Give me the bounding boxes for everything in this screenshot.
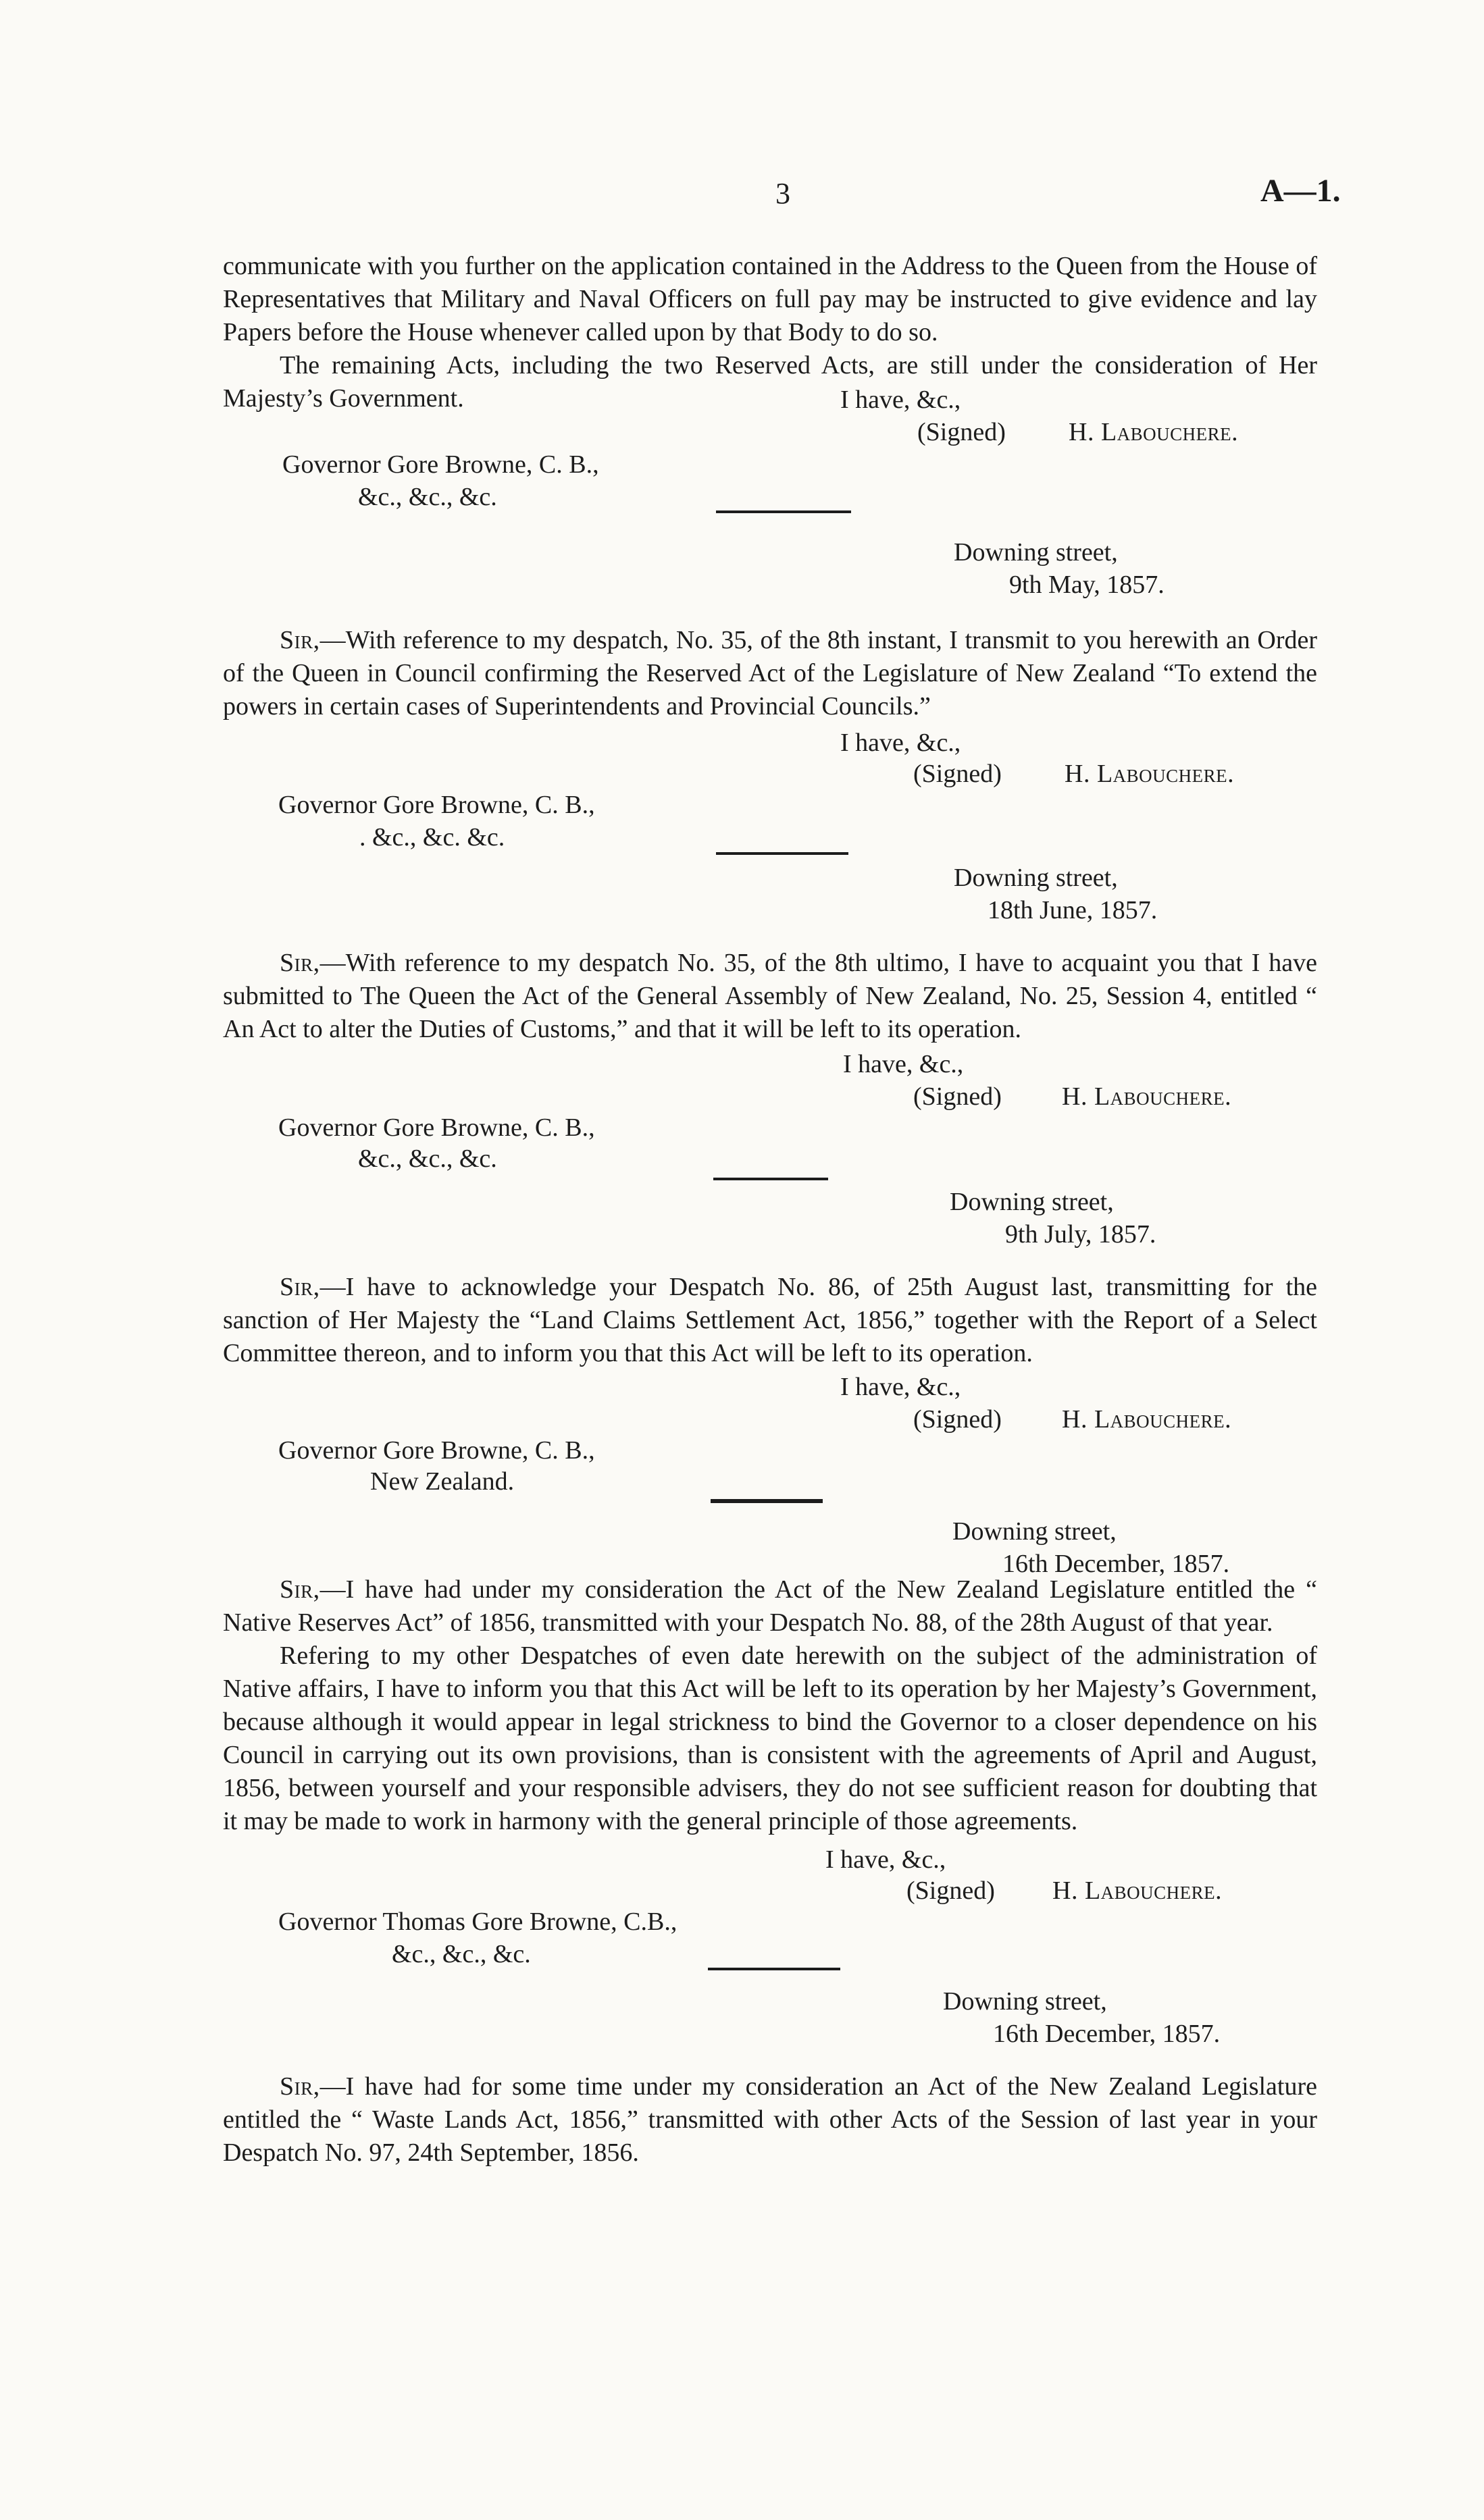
addressee-etc: . &c., &c. &c. [359,823,505,851]
dateline-place: Downing street, [943,1987,1107,2016]
addressee: Governor Gore Browne, C. B., [278,1436,595,1465]
signed-label: (Signed) [913,760,1002,788]
page-number: 3 [775,177,790,210]
salutation: Sir, [280,626,320,654]
dateline-date: 16th December, 1857. [1002,1550,1230,1578]
paragraph-text: —I have had under my consideration the Act of the New Zealand Legislature entitled the “ Native Reserves Act” of 1856, transmitted with your Despatch No. 88, of the 28th August of that year. [223,1575,1317,1637]
addressee: Governor Gore Browne, C. B., [278,1113,595,1142]
dateline-place: Downing street, [950,1188,1114,1216]
paragraph-text: —With reference to my despatch, No. 35, of the 8th instant, I transmit to you herewith an Order of the Queen in Council confirming the Reserved Act of the Legislature of New Zealand “To extend the powers in certain cases of Superintendents and Provincial Councils.” [223,626,1317,720]
dateline-place: Downing street, [954,538,1118,567]
paragraph-continuation [223,250,1317,415]
dateline-place: Downing street, [952,1517,1117,1546]
paragraph-text: communicate with you further on the application contained in the Address to the Queen from the House of Representatives that Military and Naval Officers on full pay may be instructed to give evidence and lay Papers before the House whenever called upon by that Body to do so. [223,252,1317,346]
closing-line: I have, &c., [825,1845,946,1874]
addressee-location: New Zealand. [370,1467,515,1496]
section-divider [716,510,851,513]
signer-name: H. Labouchere. [1065,760,1235,788]
addressee-etc: &c., &c., &c. [358,483,497,511]
closing-line: I have, &c., [840,386,961,414]
dateline-date: 16th December, 1857. [993,2020,1221,2048]
dateline-date: 9th July, 1857. [1005,1220,1156,1249]
signer-name: H. Labouchere. [1062,1082,1232,1111]
despatch-body [223,1573,1317,1838]
despatch-body [223,2070,1317,2170]
salutation: Sir, [280,949,320,977]
signed-label: (Signed) [906,1876,995,1905]
despatch-body [223,624,1317,723]
section-divider [711,1499,823,1503]
signer-name: H. Labouchere. [1062,1405,1232,1434]
salutation: Sir, [280,1575,320,1604]
section-divider [713,1178,828,1180]
paragraph-text: —I have had for some time under my consideration an Act of the New Zealand Legislature entitled the “ Waste Lands Act, 1856,” transmitted with other Acts of the Session of last year in your Despatch No. 97, 24th September, 1856. [223,2072,1317,2167]
signer-name: H. Labouchere. [1052,1876,1223,1905]
sheet-reference: A—1. [1260,173,1341,209]
signed-label: (Signed) [913,1082,1002,1111]
dateline-date: 9th May, 1857. [1009,571,1165,599]
section-divider [716,852,848,855]
despatch-body [223,1271,1317,1370]
closing-line: I have, &c., [843,1050,964,1078]
addressee: Governor Gore Browne, C. B., [282,450,599,479]
addressee: Governor Thomas Gore Browne, C.B., [278,1908,677,1936]
signed-label: (Signed) [913,1405,1002,1434]
dateline-place: Downing street, [954,864,1118,892]
paragraph-text: The remaining Acts, including the two Reserved Acts, are still under the consideration of Her Majesty’s Government. [223,351,1317,413]
addressee-etc: &c., &c., &c. [392,1940,531,1968]
signed-label: (Signed) [917,418,1006,446]
closing-line: I have, &c., [840,1373,961,1401]
addressee: Governor Gore Browne, C. B., [278,791,595,819]
dateline-date: 18th June, 1857. [988,896,1158,924]
salutation: Sir, [280,1273,320,1301]
paragraph-text: Refering to my other Despatches of even date herewith on the subject of the administration of Native affairs, I have to inform you that this Act will be left to its operation by her Majesty’s Government, because although it would appear in legal strickness to bind the Governor to a closer dependence on his Council in carrying out its own provisions, than is consistent with the agreements of April and August, 1856, between yourself and your responsible advisers, they do not see sufficient reason for doubting that it may be made to work in harmony with the general principle of those agreements. [223,1642,1317,1835]
addressee-etc: &c., &c., &c. [358,1145,497,1173]
paragraph-text: —With reference to my despatch No. 35, of the 8th ultimo, I have to acquaint you that I have submitted to The Queen the Act of the General Assembly of New Zealand, No. 25, Session 4, entitled “ An Act to alter the Duties of Customs,” and that it will be left to its operation. [223,949,1317,1043]
despatch-body [223,947,1317,1046]
section-divider [708,1968,840,1970]
salutation: Sir, [280,2072,320,2101]
signer-name: H. Labouchere. [1069,418,1239,446]
closing-line: I have, &c., [840,729,961,757]
paragraph-text: —I have to acknowledge your Despatch No. 86, of 25th August last, transmitting for the sanction of Her Majesty the “Land Claims Settlement Act, 1856,” together with the Report of a Select Committee thereon, and to inform you that this Act will be left to its operation. [223,1273,1317,1367]
